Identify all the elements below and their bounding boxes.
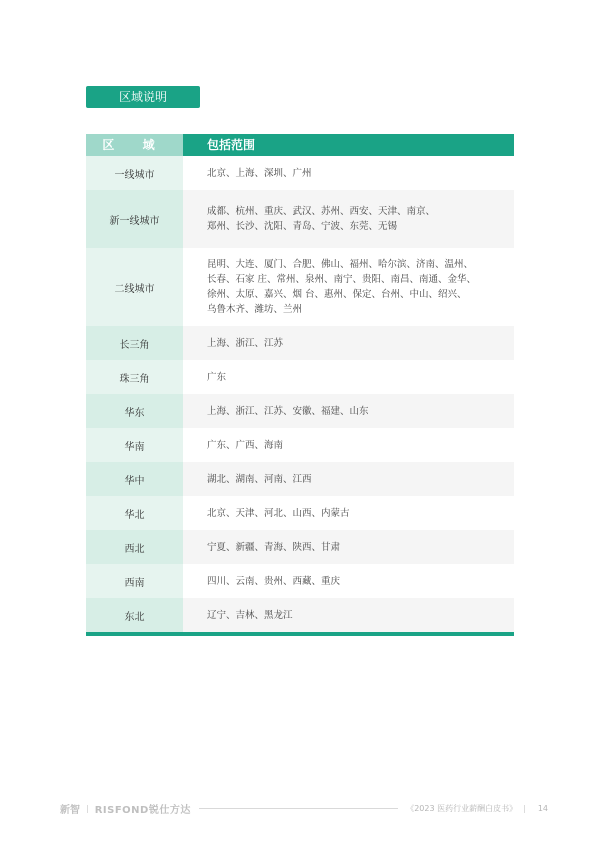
- cell-scope: [183, 462, 514, 496]
- cell-scope: [183, 496, 514, 530]
- table-row: [86, 326, 514, 360]
- scope-line: 湖北、湖南、河南、江西: [207, 473, 312, 485]
- cell-scope: [183, 326, 514, 360]
- cell-region: 长三角: [86, 326, 183, 360]
- logo-risfond: RISFOND锐仕方达: [94, 804, 191, 816]
- scope-line: 乌鲁木齐、潍坊、兰州: [207, 304, 303, 315]
- cell-region: 新一线城市: [86, 190, 183, 248]
- cell-region: 华中: [86, 462, 183, 496]
- table-row: [86, 360, 514, 394]
- scope-line: 长春、石家 庄、常州、泉州、南宁、贵阳、南昌、南通、金华、: [207, 274, 477, 285]
- scope-line: 辽宁、吉林、黑龙江: [207, 609, 293, 621]
- header-region: 区 域: [86, 134, 183, 156]
- table-row: [86, 190, 514, 248]
- cell-scope: [183, 530, 514, 564]
- scope-line: 上海、浙江、江苏: [207, 337, 284, 349]
- cell-region: 华北: [86, 496, 183, 530]
- page-number: 14: [537, 803, 548, 813]
- cell-region: 珠三角: [86, 360, 183, 394]
- scope-line: 郑州、长沙、沈阳、青岛、宁波、东莞、无锡: [207, 221, 398, 232]
- scope-line: 四川、云南、贵州、西藏、重庆: [207, 575, 341, 587]
- table-row: [86, 530, 514, 564]
- logo-xinzhi: 新智: [60, 804, 80, 816]
- table-row: [86, 428, 514, 462]
- table-row: [86, 248, 514, 326]
- cell-region: 东北: [86, 598, 183, 632]
- cell-scope: [183, 248, 514, 326]
- scope-line: 徐州、太原、嘉兴、烟 台、惠州、保定、台州、中山、绍兴、: [207, 289, 467, 300]
- scope-line: 昆明、大连、厦门、合肥、佛山、福州、哈尔滨、济南、温州、: [207, 259, 474, 270]
- scope-line: 宁夏、新疆、青海、陕西、甘肃: [207, 541, 341, 553]
- scope-line: 广东、广西、海南: [207, 439, 284, 451]
- cell-scope: [183, 360, 514, 394]
- region-table: [86, 134, 514, 636]
- header-scope: 包括范围: [183, 134, 514, 156]
- footer-divider: [199, 808, 398, 809]
- cell-scope: [183, 428, 514, 462]
- table-header: [86, 134, 514, 156]
- cell-region: 二线城市: [86, 248, 183, 326]
- scope-line: 北京、天津、河北、山西、内蒙古: [207, 507, 350, 519]
- cell-region: 西北: [86, 530, 183, 564]
- scope-line: 上海、浙江、江苏、安徽、福建、山东: [207, 405, 369, 417]
- cell-region: 华东: [86, 394, 183, 428]
- table-row: [86, 156, 514, 190]
- table-row: [86, 496, 514, 530]
- cell-scope: [183, 564, 514, 598]
- cell-region: 西南: [86, 564, 183, 598]
- table-row: [86, 462, 514, 496]
- scope-line: 北京、上海、深圳、广州: [207, 167, 312, 179]
- cell-scope: [183, 190, 514, 248]
- cell-scope: [183, 394, 514, 428]
- table-body: [86, 156, 514, 632]
- cell-region: 一线城市: [86, 156, 183, 190]
- footer-separator: |: [86, 803, 89, 813]
- scope-line: 广东: [207, 371, 227, 383]
- table-row: [86, 598, 514, 632]
- scope-line: 成都、杭州、重庆、武汉、苏州、西安、天津、南京、: [207, 206, 436, 217]
- footer-separator-2: |: [523, 803, 526, 813]
- section-tag: 区域说明: [86, 86, 200, 108]
- cell-scope: [183, 598, 514, 632]
- table-bottom-bar: [86, 632, 514, 636]
- cell-region: 华南: [86, 428, 183, 462]
- cell-scope: [183, 156, 514, 190]
- report-title: 《2023 医药行业薪酬白皮书》: [406, 803, 518, 813]
- table-row: [86, 564, 514, 598]
- page-footer: [60, 800, 548, 816]
- table-row: [86, 394, 514, 428]
